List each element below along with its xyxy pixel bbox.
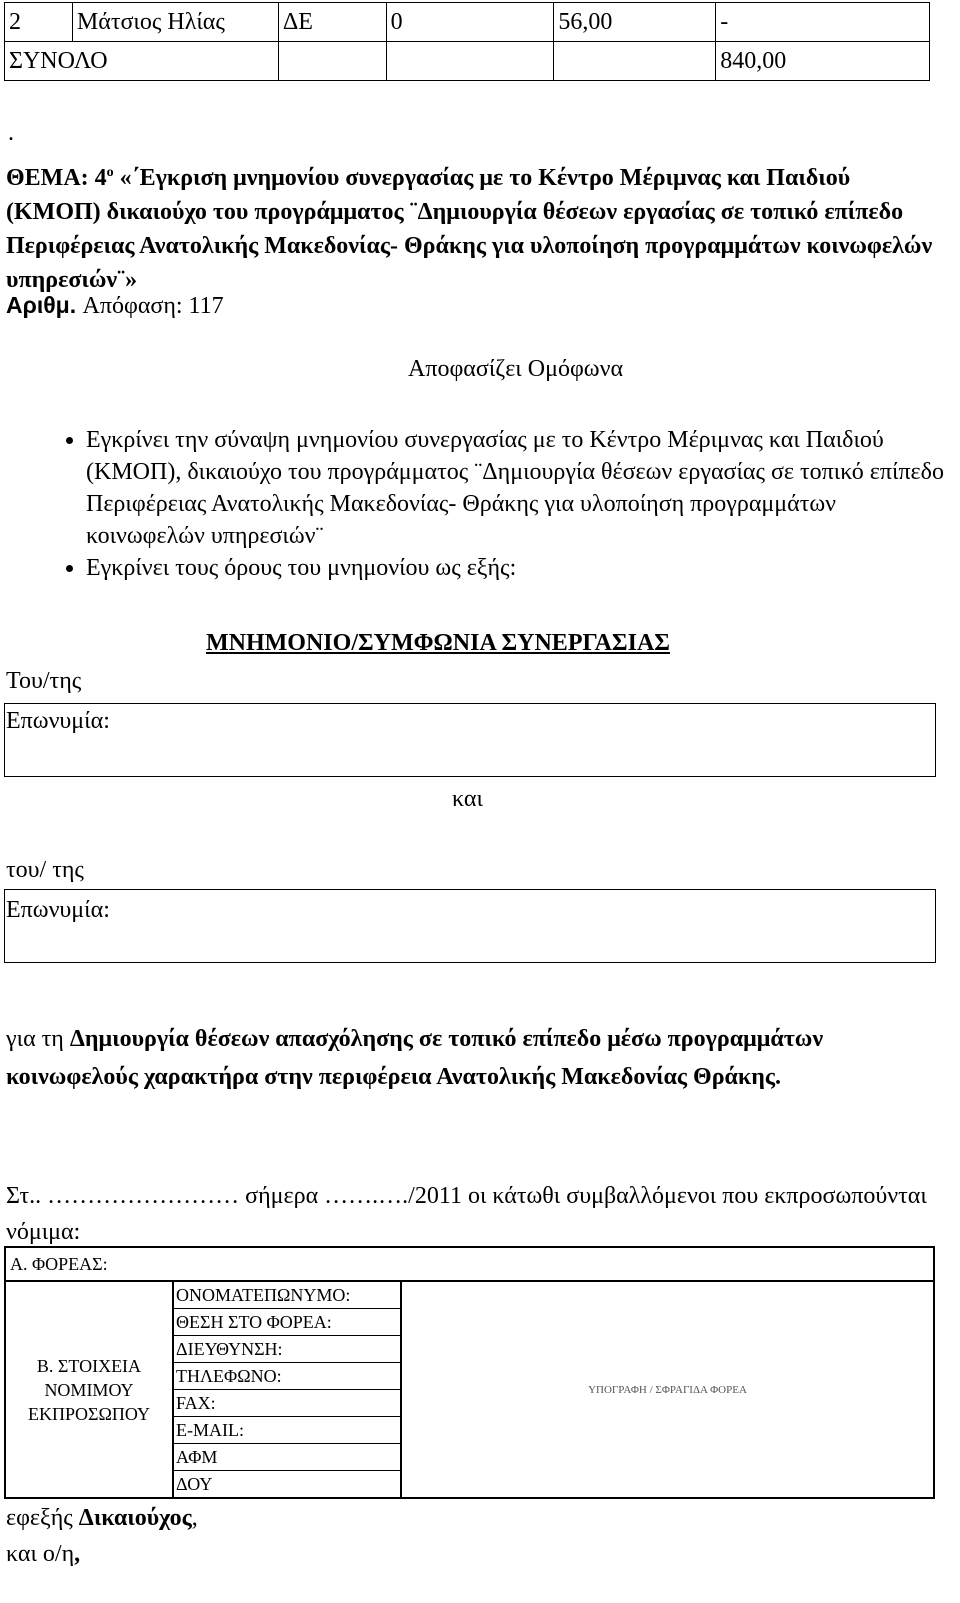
footer-line1-pre: εφεξής: [6, 1505, 79, 1531]
table-row: [5, 1281, 934, 1498]
separator-dot: .: [8, 120, 14, 146]
purpose-pre: για τη: [6, 1026, 70, 1052]
topic-sup: ο: [106, 165, 114, 180]
representative-table: [4, 1246, 935, 1499]
footer-line1-bold: Δικαιούχος: [78, 1505, 192, 1531]
decision-number-rest: Απόφαση: 117: [82, 293, 224, 319]
field-label: E-MAIL:: [174, 1417, 400, 1444]
and-text: και: [452, 786, 483, 812]
field-label: ΔΙΕΥΘΥΝΣΗ:: [174, 1336, 400, 1363]
signature-cell: ΥΠΟΓΡΑΦΗ / ΣΦΡΑΓΙΔΑ ΦΟΡΕΑ: [401, 1281, 934, 1498]
party2-name-box: [4, 889, 936, 963]
footer-text: [6, 1500, 198, 1572]
table-cell-total-value: 840,00: [716, 42, 930, 81]
topic-text: «΄Εγκριση μνημονίου συνεργασίας με το Κέντρο Μέριμνας και Παιδιού (ΚΜΟΠ) δικαιούχο του προγράμματος ¨Δημιουργία θέσεων εργασίας σε τοπικό επίπεδο Περιφέρειας Ανατολικής Μακεδονίας- Θράκης για υλοποίηση προγραμμάτων κοινωφελών υπηρεσιών¨»: [6, 165, 933, 293]
fields-cell: [173, 1281, 401, 1498]
table-row: [5, 3, 930, 42]
party2-label: του/ της: [6, 857, 84, 883]
field-label: ΟΝΟΜΑΤΕΠΩΝΥΜΟ:: [174, 1282, 400, 1309]
table-cell: -: [716, 3, 930, 42]
footer-line-2: [6, 1536, 198, 1572]
table-cell: 2: [5, 3, 73, 42]
memo-title: ΜΝΗΜΟΝΙΟ/ΣΥΜΦΩΝΙΑ ΣΥΝΕΡΓΑΣΙΑΣ: [206, 630, 670, 656]
party1-label: Του/της: [6, 668, 82, 694]
place-date-line: Στ.. …………………… σήμερα …….…./2011 οι κάτωθι συμβαλλόμενοι που εκπροσωπούνται νόμιμα:: [6, 1183, 927, 1245]
name-label-2: Επωνυμία:: [6, 897, 110, 923]
name-label-1: Επωνυμία:: [6, 708, 110, 734]
list-item: • Εγκρίνει την σύναψη μνημονίου συνεργασίας με το Κέντρο Μέριμνας και Παιδιού (ΚΜΟΠ), δικαιούχο του προγράμματος ¨Δημιουργία θέσεων εργασίας σε τοπικό επίπεδο Περιφέρειας Ανατολικής Μακεδονίας- Θράκης για υλοποίηση προγραμμάτων κοινωφελών υπηρεσιών¨: [86, 424, 946, 552]
table-cell: 0: [386, 3, 554, 42]
field-label: ΑΦΜ: [174, 1444, 400, 1471]
field-label: ΤΗΛΕΦΩΝΟ:: [174, 1363, 400, 1390]
fields-list: [174, 1282, 400, 1497]
decision-list: [34, 424, 946, 584]
purpose-bold: Δημιουργία θέσεων απασχόλησης σε τοπικό επίπεδο μέσω προγραμμάτων κοινωφελούς χαρακτήρα στην περιφέρεια Ανατολικής Μακεδονίας Θράκης.: [6, 1026, 824, 1090]
field-label: ΘΕΣΗ ΣΤΟ ΦΟΡΕΑ:: [174, 1309, 400, 1336]
footer-line2-bold: ,: [74, 1541, 81, 1567]
table-cell: ΔΕ: [278, 3, 386, 42]
footer-line1-post: ,: [191, 1505, 198, 1531]
table-row: [5, 42, 930, 81]
table-row: [5, 1247, 934, 1281]
footer-line2-pre: και ο/η: [6, 1541, 75, 1567]
table-cell: Μάτσιος Ηλίας: [72, 3, 278, 42]
footer-line-1: [6, 1500, 198, 1536]
agency-cell: Α. ΦΟΡΕΑΣ:: [5, 1247, 934, 1281]
decision-heading: Αποφασίζει Ομόφωνα: [408, 356, 624, 382]
table-cell-total-label: ΣΥΝΟΛΟ: [5, 42, 279, 81]
table-cell: 56,00: [554, 3, 716, 42]
table-cell: [386, 42, 554, 81]
list-item: • Εγκρίνει τους όρους του μνημονίου ως εξής:: [86, 552, 946, 584]
topic-prefix: ΘΕΜΑ: 4: [6, 165, 107, 191]
table-cell: [278, 42, 386, 81]
purpose-paragraph: [6, 1020, 926, 1096]
field-label: ΔΟΥ: [176, 1474, 213, 1494]
topic-title: [6, 156, 936, 297]
party1-name-box: [4, 703, 936, 777]
decision-number: Αριθμ. Απόφαση: 117: [6, 292, 224, 319]
section-b-cell: Β. ΣΤΟΙΧΕΙΑ ΝΟΜΙΜΟΥ ΕΚΠΡΟΣΩΠΟΥ: [5, 1281, 173, 1498]
table-cell: [554, 42, 716, 81]
summary-table: [4, 2, 930, 81]
field-label: FAX:: [174, 1390, 400, 1417]
